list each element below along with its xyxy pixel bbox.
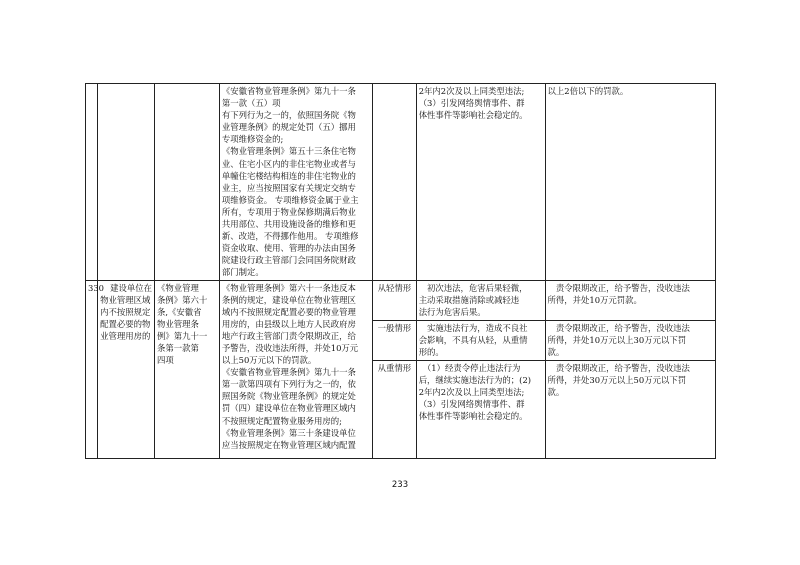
circumstance-cell-light [416,280,545,320]
level-name: 从重情形 [377,362,412,373]
circumstance-cell [416,84,545,281]
basis-line: 业主，应当按照国家有关规定交纳专 [221,182,356,193]
circumstance-line: 体性事件等影响社会稳定的。 [418,110,528,121]
clause-cell-empty [154,84,219,281]
item-cell-empty [98,84,155,281]
basis-line: 予警告，没收违法所得，并处10万元 [221,342,359,353]
basis-line: 用房的，由县级以上地方人民政府房 [221,318,356,329]
row-number-text: 330 [88,282,104,293]
basis-line: 第一款（五）项 [221,98,281,109]
level-light [373,280,417,320]
basis-line: 《物业管理条例》第三十条建设单位 [221,427,356,438]
circumstance-line: 2年内2次及以上同类型违法; [418,386,525,397]
basis-line: 以上50万元以下的罚款。 [221,355,317,366]
table-row-330-light [86,280,716,320]
basis-line: 第一款第四项有下列行为之一的，依 [221,379,356,390]
level-cell-empty [373,84,417,281]
item-line: 内不按照规定 [100,306,151,317]
standard-line: 所得，并处30万元以上50万元以下罚 [547,374,687,385]
basis-line: 地产行政主管部门责令限期改正，给 [221,330,356,341]
item-line: 业管理用房的 [100,330,151,341]
basis-line: 《物业管理条例》第五十三条住宅物 [221,146,356,157]
item-line: 配置必要的物 [100,318,151,329]
basis-line: 《安徽省物业管理条例》第九十一条 [221,86,356,96]
row-number [86,280,104,458]
page-number: 233 [391,480,409,490]
circumstance-line: 后，继续实施违法行为的；(2) [418,374,532,385]
circumstance-line: 法行为危害后果。 [418,306,486,317]
item-name-cell [98,280,155,458]
table-row-continued [86,84,716,281]
circumstance-line: 2年内2次及以上同类型违法; [418,86,525,96]
basis-line: 所有，专项用于物业保修期满后物业 [221,206,356,217]
basis-line: 业管理条例》的规定处罚（五）挪用 [221,122,356,133]
basis-line: 单幢住宅楼结构相连的非住宅物业的 [221,170,356,181]
basis-line: 共用部位、共用设施设备的维修和更 [221,219,356,230]
clause-line: 四项 [156,355,174,366]
basis-line: 业、住宅小区内的非住宅物业或者与 [221,158,356,169]
number-cell-empty [86,84,98,281]
item-line: 建设单位在 [110,282,152,293]
basis-line: 不按照规定配置物业服务用房的; [221,415,342,426]
circumstance-line: 初次违法，危害后果轻微， [418,282,528,293]
circumstance-line: （3）引发网络舆情事件、群 [418,398,525,409]
circumstance-line: 实施违法行为，造成不良社 [418,322,528,333]
standard-line: 款。 [547,346,565,357]
basis-line: 专项维修资金的; [221,134,284,145]
circumstance-cell-general [416,320,545,360]
level-name: 一般情形 [377,322,412,333]
circumstance-line: 主动采取措施消除或减轻违 [418,294,520,305]
standard-line: 责令限期改正，给予警告，没收违法 [547,322,690,333]
circumstance-line: 会影响，不具有从轻，从重情 [418,334,528,345]
clause-line: 《物业管理 [156,282,199,293]
standard-line: 所得，并处10万元以上30万元以下罚 [547,334,687,345]
standard-line: 款。 [547,386,565,397]
circumstance-line: 体性事件等影响社会稳定的。 [418,410,528,421]
penalty-standard-table [85,83,716,459]
clause-line: 条,《安徽省 [156,306,202,317]
basis-line: 条例的规定，建设单位在物业管理区 [221,294,356,305]
standard-line: 责令限期改正，给予警告，没收违法 [547,362,690,373]
basis-line: 《物业管理条例》第六十一条违反本 [221,282,356,293]
basis-line: 院建设行政主管部门会同国务院财政 [221,255,356,266]
level-heavy [373,360,417,458]
basis-line: 有下列行为之一的，依照国务院《物 [221,110,356,121]
clause-line: 条例》第六十 [156,294,208,305]
clause-cell [154,280,219,458]
standard-line: 以上2倍以下的罚款。 [547,86,629,96]
legal-basis-cell [219,84,372,281]
standard-line: 所得，并处10万元罚款。 [547,294,642,305]
basis-line: 照国务院《物业管理条例》的规定处 [221,391,356,402]
circumstance-line: 形的。 [418,346,444,357]
circumstance-line: （3）引发网络舆情事件、群 [418,98,525,109]
basis-line: 应当按照规定在物业管理区域内配置 [221,439,356,450]
basis-line: 域内不按照规定配置必要的物业管理 [221,306,356,317]
circumstance-cell-heavy [416,360,545,458]
basis-line: 《安徽省物业管理条例》第九十一条 [221,367,356,378]
basis-line: 部门制定。 [221,267,264,278]
standard-cell [545,84,715,281]
standard-cell-light [545,280,715,320]
basis-line: 资金收取、使用、管理的办法由国务 [221,243,356,254]
clause-line: 条第一款第 [156,342,199,353]
circumstance-line: （1）经责令停止违法行为 [418,362,521,373]
standard-line: 责令限期改正，给予警告，没收违法 [547,282,690,293]
item-line: 物业管理区域 [100,294,151,305]
basis-line: 罚（四）建设单位在物业管理区域内 [221,403,356,414]
standard-cell-heavy [545,360,715,458]
basis-line: 项维修资金。 专项维修资金属于业主 [221,194,359,205]
level-name: 从轻情形 [377,282,412,293]
clause-line: 物业管理条 [156,318,199,329]
basis-line: 新、改造，不得挪作他用。 专项维修 [221,231,359,242]
clause-line: 例》第九十一 [156,330,208,341]
legal-basis-cell [219,280,372,458]
level-general [373,320,417,360]
standard-cell-general [545,320,715,360]
